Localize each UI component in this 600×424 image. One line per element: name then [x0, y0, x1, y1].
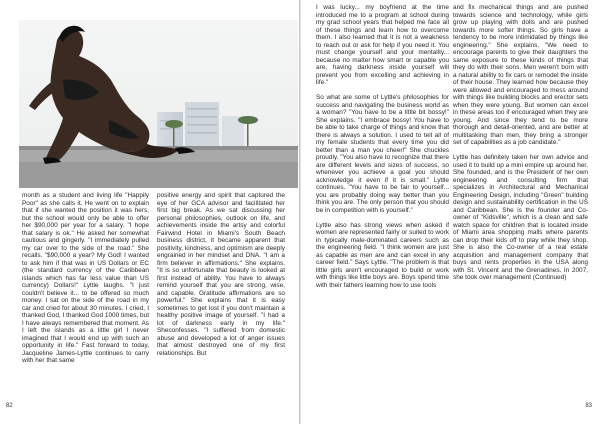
right-page — [301, 0, 600, 424]
left-column-1 — [22, 192, 149, 365]
paragraph: I was lucky... my boyfriend at the time introduced me to a program at school during my grad school years that helped me face all of these things and learn how to overcome them. I also learned that it is not a weakness to reach out or ask for help if you need it. You must change yourself and your mentality... because no matter how smart or capable you are, having darkness inside yourself will prevent you from excelling and achieving in life." — [316, 4, 449, 86]
paragraph: So what are some of Lyttle's philosophies for success and navigating the business world as a woman? "You have to be a little bit bossy!" She explains. "I embrace bossy! You have to be able to take charge of things and know that there is always a solution. I used to tell all of my female students that every time you did better than a man you cheer!" She chuckles proudly. "You also have to recognize that there are different levels and sizes of success, so whenever you achieve a goal you should acknowledge it even if it is small." Lyttle continues. "You have to be fair to yourself... you are probably doing way better than you think you are. The only person that you should be in competition with is yourself." — [316, 94, 449, 214]
left-column-2 — [157, 192, 285, 357]
feature-photo — [19, 20, 298, 188]
paragraph: positive energy and spirit that captured the eye of her GCA advisor and facilitated her first big break. As we sat discussing her personal philosophies, outlook on life, and achievements inside the artsy and colorful Fairwind Hotel in Miami's South Beach business district, it became apparent that positivity, kindness, and optimism are deeply engrained in her mindset and DNA. "I am a firm believer in affirmations." She explains. "It is so unfortunate that beauty is looked at first instead of ability. You have to always remind yourself that you are strong, wise, and capable. Gratitude affirmations are so powerful." She explains that it is easy sometimes to get lost if you don't maintain a healthy positive image of yourself. "I had a lot of darkness early in my life." Sheconfesses. "I suffered from domestic abuse and developed a lot of anger issues that almost destroyed one of my first relationships. But — [157, 192, 285, 357]
paragraph: Lyttle has definitely taken her own advice and used it to build up a mini empire up around her. She founded, and is the President of her own engineering and consulting firm that specializes in Architectural and Mechanical Engineering Design, including "Green" building design and sustainability certification in the US and Caribbean. She is the founder and Co-owner of "Kidsville", which is a clean and safe watch space for children that is located inside of Miami area shopping malls where parents can drop their kids off to play while they shop. She is also the Co-owner of a real estate acquisition and management company that buys and rents properties in the USA along with St. Vincent and the Grenadines. In 2007, she took over management (Continued) — [453, 154, 588, 281]
right-column-1 — [316, 4, 449, 289]
paragraph: month as a student and living life "Happily Poor" as she calls it. He went on to explain that if she wanted the position it was hers, but the school would only be able to offer her $90,000 per year for a salary. "I hope that salary is ok." He asked her somewhat cautious and gingerly. "I immediately pulled my car over to the side of the road." She recalls. "$90,000 a year? My God! I wanted to ask him if that was in US Dollars or EC (the standard currency of the Caribbean islands which has far less value than US currency) Dollars!" Lyttle laughs. "I just couldn't believe it... to be offered so much money. I sat on the side of the road in my car and cried for about 30 minutes. I cried, I thanked God, I thanked God 1000 times, but I have always remembered that moment. As I left the islands as a little girl I never imagined that I would end up with such an opportunity in life." Fast forward to today, Jacqueline James-Lyttle continues to carry with her that same — [22, 192, 149, 364]
right-column-2 — [453, 4, 588, 282]
page-number-right: 83 — [585, 403, 592, 409]
left-page — [0, 0, 299, 424]
page-number-left: 82 — [6, 403, 13, 409]
paragraph: Lyttle also has strong views when asked if women are represented fairly or suited to work in typically male-dominated careers such as the engineering field. "I think women are just as capable as men are and can excel in any career field." Says Lyttle. "The problem is that little girls aren't encouraged to build or work with things like little boys are. Boys spend time with their fathers learning how to use tools — [316, 221, 449, 289]
paragraph: and fix mechanical things and are pushed towards science and technology, while girls grow up playing with dolls and are pushed towards more softer things. So girls have a tendency to be more intimidated by things like engineering." She explains. "We need to encourage parents to give their daughters the same exposure to these kinds of things that they do with their sons. Men weren't born with a natural ability to fix cars or remodel the inside of their house. They learned how because they were allowed and encouraged to mess around with things like building blocks and erector sets when they were young. But women can excel in these areas too if encouraged when they are young. And since they tend to be more thorough and detail-oriented, and are better at multitasking than men, they bring a stronger set of capabilities as a job candidate." — [453, 4, 588, 146]
feature-photo-image — [19, 20, 298, 188]
